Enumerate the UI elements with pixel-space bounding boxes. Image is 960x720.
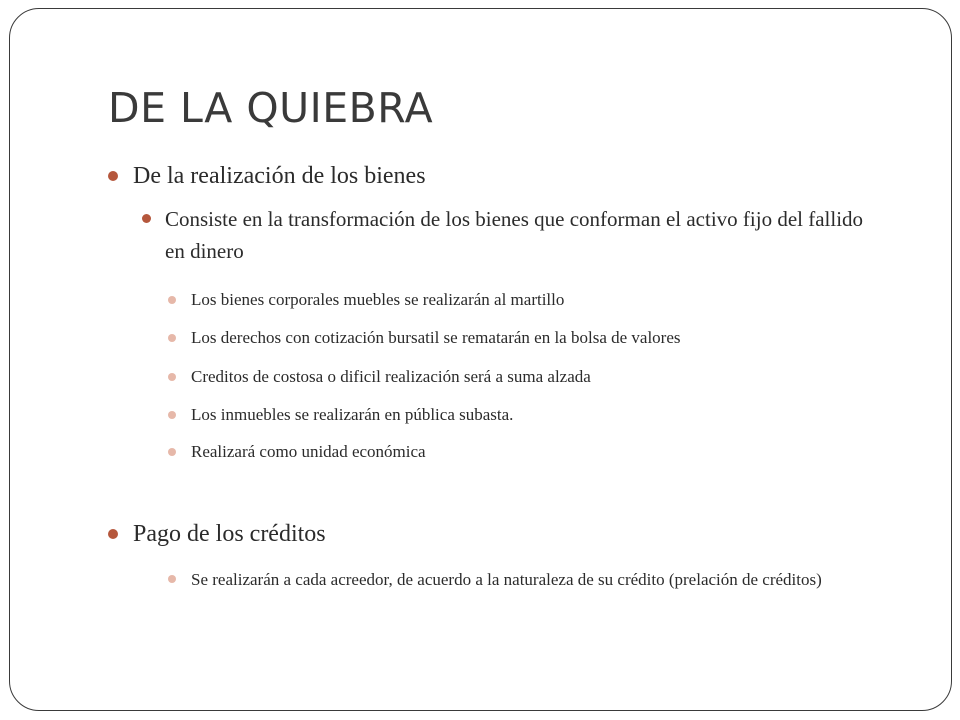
list-item: Creditos de costosa o dificil realización será a suma alzada (191, 367, 591, 386)
list-item: Los bienes corporales muebles se realizarán al martillo (191, 290, 565, 309)
slide-title: DE LA QUIEBRA (108, 84, 434, 132)
bullet-dot-light-icon (168, 334, 176, 342)
bullet-dot-light-icon (168, 448, 176, 456)
bullet-dot-light-icon (168, 373, 176, 381)
bullet-dot-light-icon (168, 575, 176, 583)
section-heading-realizacion: De la realización de los bienes (133, 163, 426, 189)
bullet-dot-icon (108, 171, 118, 181)
list-item: Se realizarán a cada acreedor, de acuerdo a la naturaleza de su crédito (prelación de créditos) (191, 570, 822, 589)
bullet-dot-light-icon (168, 296, 176, 304)
list-item: Los derechos con cotización bursatil se rematarán en la bolsa de valores (191, 328, 681, 347)
list-item: Los inmuebles se realizarán en pública subasta. (191, 405, 514, 424)
list-item: Realizará como unidad económica (191, 442, 426, 461)
bullet-dot-icon (108, 529, 118, 539)
section-heading-pago: Pago de los créditos (133, 521, 326, 547)
sub-point-transformacion: Consiste en la transformación de los bienes que conforman el activo fijo del fallido en dinero (165, 207, 864, 263)
bullet-dot-icon (142, 214, 151, 223)
bullet-dot-light-icon (168, 411, 176, 419)
